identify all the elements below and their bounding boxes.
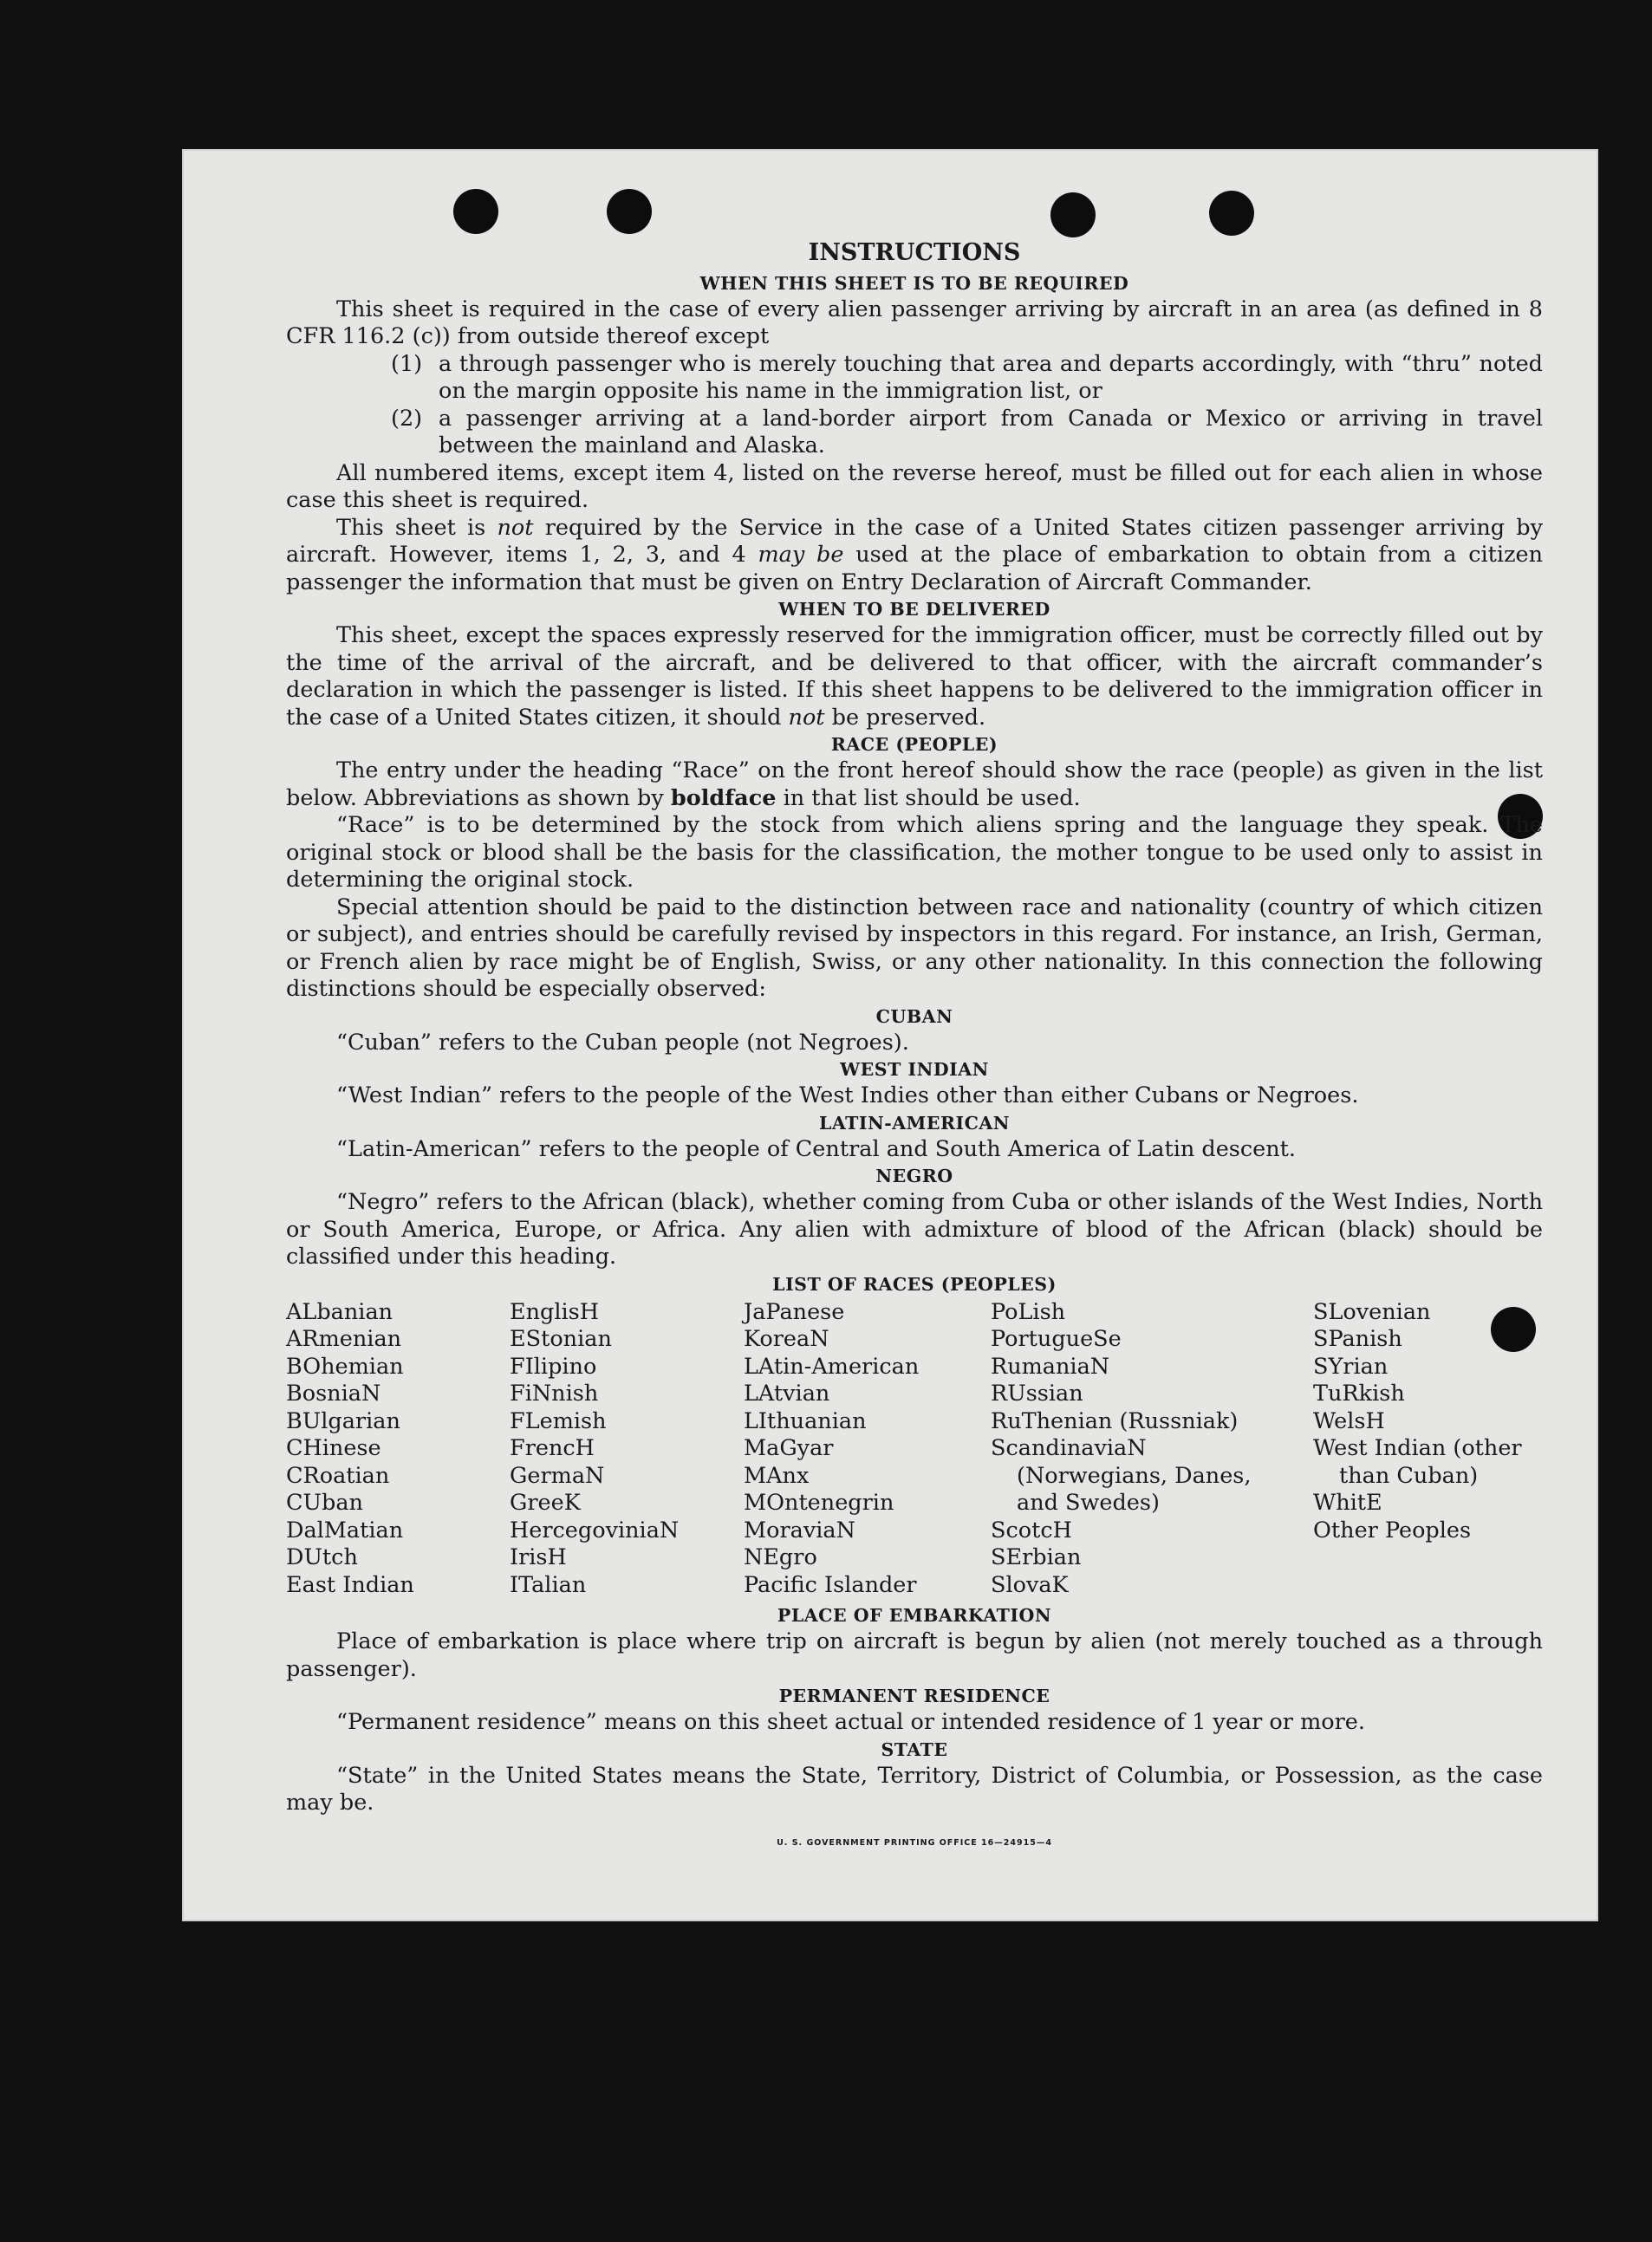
race-para-1 bbox=[286, 757, 1543, 812]
section-heading-delivered: WHEN TO BE DELIVERED bbox=[778, 599, 1050, 620]
race-entry: GreeK bbox=[510, 1490, 581, 1516]
item-text: a through passenger who is merely touching that area and departs accordingly, with “thru” noted on the margin opposite his name in the immigration list, or bbox=[439, 350, 1543, 404]
item-number: (1) bbox=[391, 350, 423, 377]
race-entry: Other Peoples bbox=[1313, 1517, 1472, 1543]
race-entry: SLovenian bbox=[1313, 1298, 1431, 1325]
printing-office-footer: U. S. GOVERNMENT PRINTING OFFICE 16—24915—4 bbox=[777, 1837, 1052, 1848]
section-heading-state: STATE bbox=[881, 1738, 948, 1760]
text-run: be preserved. bbox=[824, 704, 986, 731]
race-entry: MAnx bbox=[744, 1462, 810, 1489]
race-entry: BOhemian bbox=[286, 1353, 404, 1380]
west-indian-text: “West Indian” refers to the people of the West Indies other than either Cubans or Negroes. bbox=[336, 1082, 1359, 1108]
race-entry: LIthuanian bbox=[744, 1407, 867, 1434]
section-heading-latin-american: LATIN-AMERICAN bbox=[818, 1112, 1011, 1134]
race-entry: DUtch bbox=[286, 1544, 358, 1570]
race-entry: FrencH bbox=[510, 1435, 595, 1461]
race-entry: FLemish bbox=[510, 1407, 607, 1434]
race-entry: MoraviaN bbox=[744, 1517, 855, 1543]
race-entry: GermaN bbox=[510, 1462, 605, 1489]
race-entry: IrisH bbox=[510, 1544, 567, 1570]
race-entry: CUban bbox=[286, 1490, 363, 1516]
section-heading-negro: NEGRO bbox=[875, 1166, 953, 1186]
race-entry: CHinese bbox=[286, 1435, 381, 1461]
race-entry: JaPanese bbox=[744, 1298, 845, 1325]
races-column bbox=[744, 1299, 991, 1600]
delivered-text bbox=[286, 622, 1543, 731]
races-column bbox=[1313, 1299, 1543, 1600]
race-entry: EnglisH bbox=[510, 1298, 599, 1325]
required-para-3 bbox=[286, 515, 1543, 597]
punch-hole bbox=[1050, 192, 1096, 237]
race-entry: PortugueSe bbox=[991, 1326, 1122, 1352]
section-heading-required: WHEN THIS SHEET IS TO BE REQUIRED bbox=[699, 272, 1129, 294]
required-intro: This sheet is required in the case of every alien passenger arriving by aircraft in an area (as defined in 8 CFR 116.2 (c)) from outside thereof except bbox=[286, 296, 1543, 349]
race-entry: ScotcH bbox=[991, 1517, 1072, 1543]
bold-text: boldface bbox=[670, 784, 777, 811]
races-list bbox=[286, 1299, 1543, 1600]
negro-text: “Negro” refers to the African (black), whether coming from Cuba or other islands of the West Indies, North or South America, Europe, or Africa. Any alien with admixture of blood of the African (black) should be classified under this heading. bbox=[286, 1189, 1543, 1270]
race-entry: PoLish bbox=[991, 1298, 1066, 1325]
race-para-2: “Race” is to be determined by the stock from which aliens spring and the language they speak. The original stock or blood shall be the basis for the classification, the mother tongue to be used only to assist in determining the original stock. bbox=[286, 812, 1543, 893]
document-title: INSTRUCTIONS bbox=[808, 239, 1021, 266]
race-entry: TuRkish bbox=[1313, 1381, 1405, 1407]
required-para-2: All numbered items, except item 4, listed on the reverse hereof, must be filled out for each alien in whose case this sheet is required. bbox=[286, 459, 1543, 513]
races-column bbox=[991, 1299, 1313, 1600]
race-entry: RUssian bbox=[991, 1381, 1083, 1407]
race-entry: WelsH bbox=[1313, 1407, 1385, 1434]
exception-item bbox=[286, 406, 1543, 460]
item-number: (2) bbox=[391, 405, 423, 432]
race-entry: SErbian bbox=[991, 1544, 1082, 1570]
instructions-content bbox=[286, 239, 1543, 1856]
latin-american-text: “Latin-American” refers to the people of Central and South America of Latin descent. bbox=[336, 1135, 1297, 1162]
text-run: The entry under the heading “Race” on the front hereof should show the race (people) as given in the list below. Abbreviations as shown by bbox=[286, 757, 1543, 811]
punch-hole bbox=[1209, 191, 1254, 236]
text-run: required by the Service in the case of a United States citizen passenger arriving by aircraft. However, items 1, 2, 3, and 4 bbox=[286, 514, 1544, 568]
italic-text: may be bbox=[758, 542, 844, 568]
race-entry: SlovaK bbox=[991, 1571, 1069, 1598]
section-heading-west-indian: WEST INDIAN bbox=[840, 1059, 989, 1080]
race-entry: SPanish bbox=[1313, 1326, 1402, 1352]
section-heading-race: RACE (PEOPLE) bbox=[830, 734, 998, 755]
italic-text: not bbox=[497, 514, 534, 541]
race-entry: FiNnish bbox=[510, 1381, 599, 1407]
race-entry: ARmenian bbox=[286, 1326, 402, 1352]
section-heading-cuban: CUBAN bbox=[875, 1005, 953, 1027]
races-column bbox=[286, 1299, 510, 1600]
section-heading-residence: PERMANENT RESIDENCE bbox=[778, 1686, 1050, 1706]
race-entry: DalMatian bbox=[286, 1517, 404, 1543]
section-heading-embarkation: PLACE OF EMBARKATION bbox=[777, 1605, 1052, 1626]
race-entry: LAtin-American bbox=[744, 1353, 920, 1380]
state-text: “State” in the United States means the State, Territory, District of Columbia, or Possession, as the case may be. bbox=[286, 1762, 1543, 1816]
section-heading-list-of-races: LIST OF RACES (PEOPLES) bbox=[772, 1273, 1057, 1295]
race-entry: EStonian bbox=[510, 1326, 612, 1352]
cuban-text: “Cuban” refers to the Cuban people (not Negroes). bbox=[336, 1029, 909, 1056]
race-entry: WhitE bbox=[1313, 1490, 1382, 1516]
race-entry: SYrian bbox=[1313, 1353, 1389, 1380]
document-sheet bbox=[182, 149, 1598, 1921]
race-entry: BUlgarian bbox=[286, 1407, 400, 1434]
race-entry: KoreaN bbox=[744, 1326, 829, 1352]
race-entry: RumaniaN bbox=[991, 1353, 1110, 1380]
punch-hole bbox=[607, 189, 652, 234]
race-entry: East Indian bbox=[286, 1571, 414, 1598]
race-entry: West Indian (other than Cuban) bbox=[1313, 1435, 1522, 1489]
race-entry: ALbanian bbox=[286, 1298, 393, 1325]
item-text: a passenger arriving at a land-border airport from Canada or Mexico or arriving in travel between the mainland and Alaska. bbox=[439, 405, 1543, 458]
italic-text: not bbox=[788, 704, 825, 731]
race-entry: Pacific Islander bbox=[744, 1571, 917, 1598]
races-column bbox=[510, 1299, 744, 1600]
race-entry: MOntenegrin bbox=[744, 1490, 894, 1516]
race-entry: FIlipino bbox=[510, 1353, 597, 1380]
residence-text: “Permanent residence” means on this sheet actual or intended residence of 1 year or more. bbox=[336, 1709, 1365, 1735]
race-entry: MaGyar bbox=[744, 1435, 834, 1461]
race-entry: BosniaN bbox=[286, 1381, 381, 1407]
race-entry: NEgro bbox=[744, 1544, 817, 1570]
race-entry: CRoatian bbox=[286, 1462, 390, 1489]
race-entry: LAtvian bbox=[744, 1381, 830, 1407]
text-run: in that list should be used. bbox=[776, 784, 1081, 811]
race-entry: ScandinaviaN (Norwegians, Danes, and Swedes) bbox=[991, 1435, 1252, 1516]
text-run: This sheet, except the spaces expressly reserved for the immigration officer, must be correctly filled out by the time of the arrival of the aircraft, and be delivered to that officer, with the aircraft commander’s declaration in which the passenger is listed. If this sheet happens to be delivered to the immigration officer in the case of a United States citizen, it should bbox=[286, 622, 1543, 731]
exception-item bbox=[286, 351, 1543, 406]
embarkation-text: Place of embarkation is place where trip on aircraft is begun by alien (not merely touched as a through passenger). bbox=[286, 1628, 1543, 1682]
race-entry: ITalian bbox=[510, 1571, 587, 1598]
race-para-3: Special attention should be paid to the distinction between race and nationality (country of which citizen or subject), and entries should be carefully revised by inspectors in this regard. For instance, an Irish, German, or French alien by race might be of English, Swiss, or any other nationality. In this connection the following distinctions should be especially observed: bbox=[286, 894, 1543, 1002]
race-entry: RuThenian (Russniak) bbox=[991, 1407, 1239, 1434]
punch-hole bbox=[453, 189, 498, 234]
text-run: This sheet is bbox=[336, 514, 498, 541]
text-run: used at the place of embarkation to obtain from a citizen passenger the information that must be given on Entry Declaration of Aircraft Commander. bbox=[286, 542, 1544, 595]
race-entry: HercegoviniaN bbox=[510, 1517, 680, 1543]
